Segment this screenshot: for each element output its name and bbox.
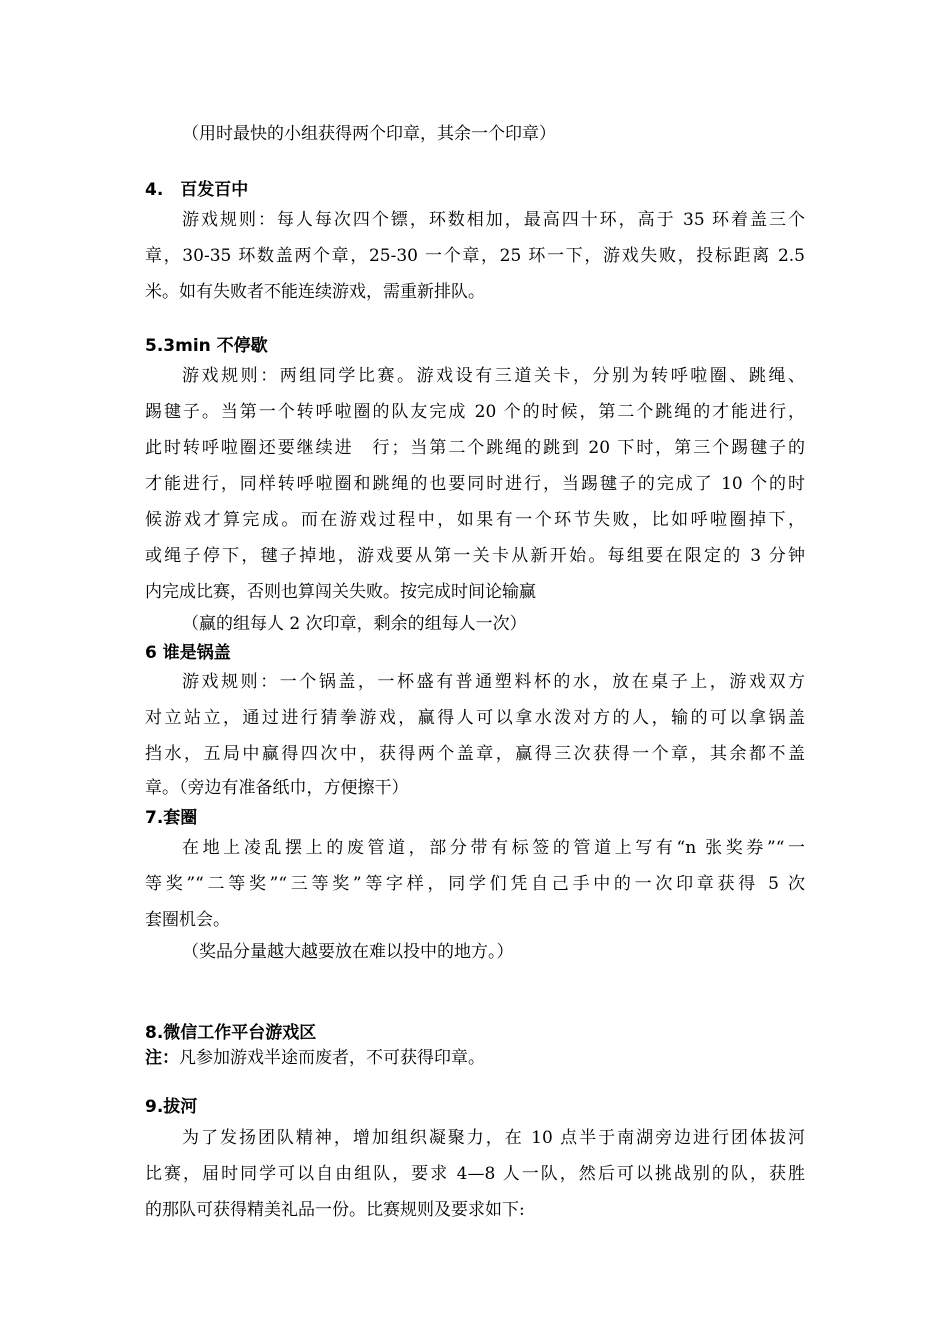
section-9-line: 为了发扬团队精神，增加组织凝聚力，在 10 点半于南湖旁边进行团体拔河 bbox=[182, 1128, 805, 1148]
section-4-title: 4. 百发百中 bbox=[145, 180, 249, 200]
section-8-note-text: 凡参加游戏半途而废者，不可获得印章。 bbox=[179, 1048, 485, 1068]
section-7-title: 7.套圈 bbox=[145, 808, 198, 828]
section-8-note-label: 注： bbox=[145, 1048, 179, 1068]
section-6-line: 游戏规则：一个锅盖，一杯盛有普通塑料杯的水，放在桌子上，游戏双方 bbox=[182, 672, 805, 692]
section-7-line: 等奖”“二等奖”“三等奖”等字样，同学们凭自己手中的一次印章获得 5 次 bbox=[145, 874, 805, 894]
section-5-line: 候游戏才算完成。而在游戏过程中，如果有一个环节失败，比如呼啦圈掉下， bbox=[145, 510, 805, 530]
section-4-line: 米。如有失败者不能连续游戏，需重新排队。 bbox=[145, 282, 485, 302]
section-5-line: 游戏规则：两组同学比赛。游戏设有三道关卡，分别为转呼啦圈、跳绳、 bbox=[182, 366, 805, 386]
section-4-line: 章，30-35 环数盖两个章，25-30 一个章，25 环一下，游戏失败，投标距离 2.5 bbox=[145, 246, 805, 266]
section-7-note: （奖品分量越大越要放在难以投中的地方。） bbox=[182, 942, 514, 962]
section-9-line: 比赛，届时同学可以自由组队，要求 4—8 人一队，然后可以挑战别的队，获胜 bbox=[145, 1164, 805, 1184]
section-7-line: 套圈机会。 bbox=[145, 910, 230, 930]
section-4-line: 游戏规则：每人每次四个镖，环数相加，最高四十环，高于 35 环着盖三个 bbox=[182, 210, 805, 230]
section-8-title: 8.微信工作平台游戏区 bbox=[145, 1023, 317, 1043]
intro-note: （用时最快的小组获得两个印章，其余一个印章） bbox=[182, 124, 556, 144]
section-5-line: 才能进行，同样转呼啦圈和跳绳的也要同时进行，当踢毽子的完成了 10 个的时 bbox=[145, 474, 805, 494]
section-6-title: 6 谁是锅盖 bbox=[145, 643, 231, 663]
section-5-line: 此时转呼啦圈还要继续进 行；当第二个跳绳的跳到 20 下时，第三个踢毽子的 bbox=[145, 438, 805, 458]
section-6-line: 挡水，五局中赢得四次中，获得两个盖章，赢得三次获得一个章，其余都不盖 bbox=[145, 744, 805, 764]
section-5-line: 或绳子停下，毽子掉地，游戏要从第一关卡从新开始。每组要在限定的 3 分钟 bbox=[145, 546, 805, 566]
section-5-title: 5.3min 不停歇 bbox=[145, 336, 268, 356]
section-5-note: （赢的组每人 2 次印章，剩余的组每人一次） bbox=[182, 614, 527, 634]
section-9-line: 的那队可获得精美礼品一份。比赛规则及要求如下: bbox=[145, 1200, 525, 1220]
section-5-line: 踢毽子。当第一个转呼啦圈的队友完成 20 个的时候，第二个跳绳的才能进行， bbox=[145, 402, 805, 422]
section-6-line: 对立站立，通过进行猜拳游戏，赢得人可以拿水泼对方的人，输的可以拿锅盖 bbox=[145, 708, 805, 728]
section-8-note bbox=[145, 1047, 805, 1069]
section-7-line: 在地上凌乱摆上的废管道，部分带有标签的管道上写有“n 张奖券”“一 bbox=[182, 838, 805, 858]
section-9-title: 9.拔河 bbox=[145, 1097, 198, 1117]
section-5-line: 内完成比赛，否则也算闯关失败。按完成时间论输赢 bbox=[145, 582, 536, 602]
section-6-line: 章。（旁边有准备纸巾，方便擦干） bbox=[145, 778, 409, 798]
